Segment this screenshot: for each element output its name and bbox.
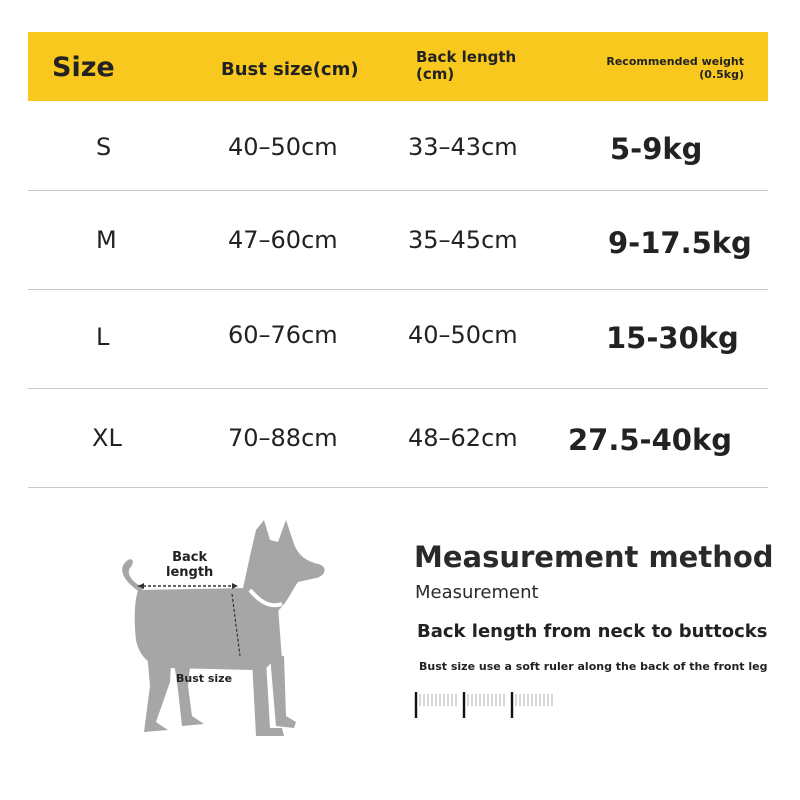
row-bust: 47–60cm bbox=[228, 226, 338, 254]
bust-size-instruction: Bust size use a soft ruler along the back of the front leg bbox=[419, 660, 768, 673]
ruler-icon bbox=[410, 688, 560, 726]
table-row-m bbox=[28, 190, 768, 290]
back-length-label: Back length bbox=[166, 550, 214, 580]
header-bust-size: Bust size(cm) bbox=[221, 59, 359, 80]
dog-silhouette-icon bbox=[110, 510, 380, 740]
row-back: 40–50cm bbox=[408, 321, 518, 349]
dog-measurement-diagram bbox=[110, 510, 380, 740]
row-bust: 70–88cm bbox=[228, 424, 338, 452]
bust-size-label: Bust size bbox=[176, 672, 233, 685]
row-bust: 60–76cm bbox=[228, 321, 338, 349]
table-row-l bbox=[28, 289, 768, 389]
back-length-instruction: Back length from neck to buttocks bbox=[417, 621, 768, 642]
row-weight: 15-30kg bbox=[606, 321, 739, 355]
row-weight: 9-17.5kg bbox=[608, 226, 752, 260]
table-row-xl bbox=[28, 388, 768, 488]
table-row-s bbox=[28, 91, 768, 191]
measurement-title: Measurement method bbox=[414, 540, 774, 574]
measurement-subtitle: Measurement bbox=[415, 582, 539, 603]
row-weight: 5-9kg bbox=[610, 132, 703, 166]
row-weight: 27.5-40kg bbox=[568, 423, 732, 457]
header-size: Size bbox=[52, 52, 115, 83]
row-back: 35–45cm bbox=[408, 226, 518, 254]
row-size: XL bbox=[92, 424, 122, 452]
row-size: S bbox=[96, 133, 112, 161]
row-back: 33–43cm bbox=[408, 133, 518, 161]
row-back: 48–62cm bbox=[408, 424, 518, 452]
header-back-length: Back length (cm) bbox=[416, 48, 517, 83]
row-size: L bbox=[96, 323, 110, 351]
row-bust: 40–50cm bbox=[228, 133, 338, 161]
header-recommended-weight: Recommended weight (0.5kg) bbox=[606, 55, 744, 81]
row-size: M bbox=[96, 226, 117, 254]
